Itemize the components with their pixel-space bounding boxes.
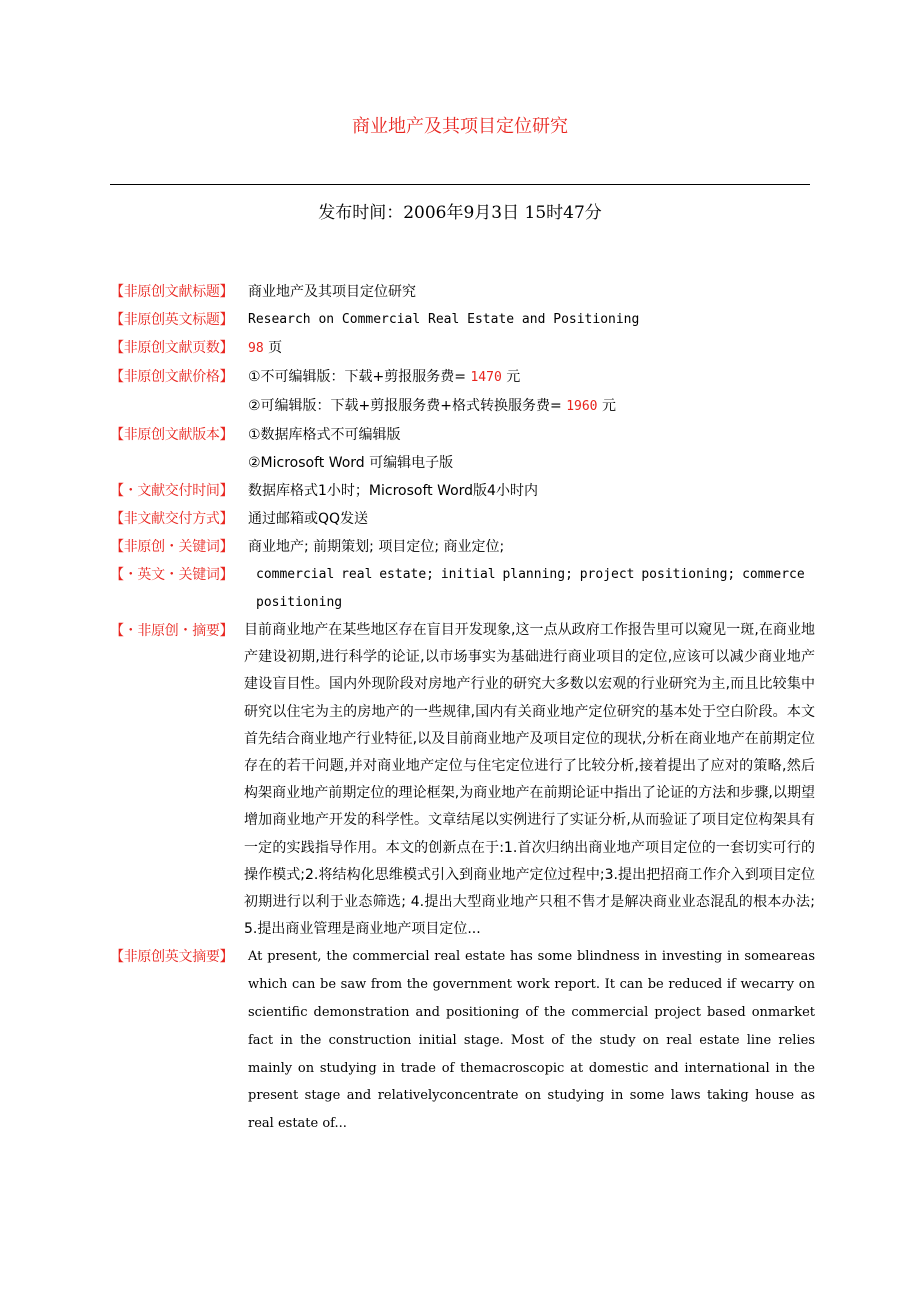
en-abstract-value: At present, the commercial real estate has some blindness in investing in someareas which can be saw from the government work report. It can be reduced if wecarry on scientific demonstration and positioning of the commercial project based onmarket fact in the construction initial stage. Most of the study on real estate line relies mainly on studying in trade of themacroscopic at domestic and international in the present stage and relativelyconcentrate on studying in some laws taking house as real estate of... bbox=[248, 949, 815, 1132]
price-line-2-amount: 1960 bbox=[566, 399, 598, 414]
version-line-2: ②Microsoft Word 可编辑电子版 bbox=[248, 455, 454, 471]
row-price bbox=[110, 363, 815, 421]
row-en-title bbox=[110, 306, 815, 334]
pages-label: 【非原创文献页数】 bbox=[110, 340, 234, 356]
row-keywords bbox=[110, 533, 815, 561]
abstract-value: 目前商业地产在某些地区存在盲目开发现象,这一点从政府工作报告里可以窥见一斑,在商业地产建设初期,进行科学的论证,以市场事实为基础进行商业项目的定位,应该可以减少商业地产建设盲目性。国内外现阶段对房地产行业的研究大多数以宏观的行业研究为主,而且比较集中研究以住宅为主的房地产的一些规律,国内有关商业地产定位研究的基本处于空白阶段。本文首先结合商业地产行业特征,以及目前商业地产及项目定位的现状,分析在商业地产在前期定位存在的若干问题,并对商业地产定位与住宅定位进行了比较分析,接着提出了应对的策略,然后构架商业地产前期定位的理论框架,为商业地产在前期论证中指出了论证的方法和步骤,以期望增加商业地产开发的科学性。文章结尾以实例进行了实证分析,从而验证了项目定位构架具有一定的实践指导作用。本文的创新点在于:1.首次归纳出商业地产项目定位的一套切实可行的操作模式;2.将结构化思维模式引入到商业地产定位过程中;3.提出把招商工作介入到项目定位初期进行以利于业态筛选; 4.提出大型商业地产只租不售才是解决商业业态混乱的根本办法; 5.提出商业管理是商业地产项目定位... bbox=[244, 622, 815, 938]
en-abstract-label: 【非原创英文摘要】 bbox=[110, 949, 234, 966]
en-keywords-label: 【・英文・关键词】 bbox=[110, 567, 234, 583]
delivery-time-value: 数据库格式1小时；Microsoft Word版4小时内 bbox=[248, 483, 538, 499]
version-line-1: ①数据库格式不可编辑版 bbox=[248, 427, 401, 443]
version-value bbox=[248, 421, 815, 477]
document-title: 商业地产及其项目定位研究 bbox=[352, 116, 568, 137]
pages-number: 98 bbox=[248, 341, 264, 356]
metadata-table bbox=[110, 278, 815, 1138]
delivery-method-label: 【非文献交付方式】 bbox=[110, 511, 234, 527]
delivery-method-value: 通过邮箱或QQ发送 bbox=[248, 511, 369, 527]
price-line-2-unit: 元 bbox=[601, 398, 616, 414]
price-label: 【非原创文献价格】 bbox=[110, 369, 234, 385]
title-label: 【非原创文献标题】 bbox=[110, 284, 234, 300]
en-title-label: 【非原创英文标题】 bbox=[110, 312, 234, 328]
pages-value-wrap bbox=[248, 334, 815, 363]
price-line-1-text: ①不可编辑版：下载+剪报服务费= bbox=[248, 369, 467, 385]
price-line-1-amount: 1470 bbox=[470, 370, 502, 385]
keywords-label: 【非原创・关键词】 bbox=[110, 539, 234, 555]
keywords-value: 商业地产; 前期策划; 项目定位; 商业定位; bbox=[248, 539, 505, 555]
price-value bbox=[248, 363, 815, 421]
delivery-time-label: 【・文献交付时间】 bbox=[110, 483, 234, 499]
title-value: 商业地产及其项目定位研究 bbox=[248, 284, 416, 300]
version-label: 【非原创文献版本】 bbox=[110, 427, 234, 443]
pages-unit: 页 bbox=[268, 340, 283, 356]
abstract-label: 【・非原创・摘要】 bbox=[110, 623, 234, 639]
price-line-1-unit: 元 bbox=[506, 369, 521, 385]
publish-time: 发布时间：2006年9月3日 15时47分 bbox=[318, 203, 602, 223]
row-delivery-method bbox=[110, 505, 815, 533]
price-line-1 bbox=[248, 363, 815, 392]
price-line-2 bbox=[248, 392, 815, 421]
row-version bbox=[110, 421, 815, 477]
title-divider bbox=[110, 184, 810, 185]
row-en-abstract bbox=[110, 943, 815, 1138]
en-title-value: Research on Commercial Real Estate and Positioning bbox=[248, 312, 640, 327]
row-pages bbox=[110, 334, 815, 363]
price-line-2-text: ②可编辑版：下载+剪报服务费+格式转换服务费= bbox=[248, 398, 562, 414]
en-keywords-value: commercial real estate; initial planning; project positioning; commerce positioning bbox=[256, 567, 805, 610]
row-delivery-time bbox=[110, 477, 815, 505]
row-title bbox=[110, 278, 815, 306]
row-abstract bbox=[110, 617, 815, 943]
row-en-keywords bbox=[110, 561, 815, 617]
